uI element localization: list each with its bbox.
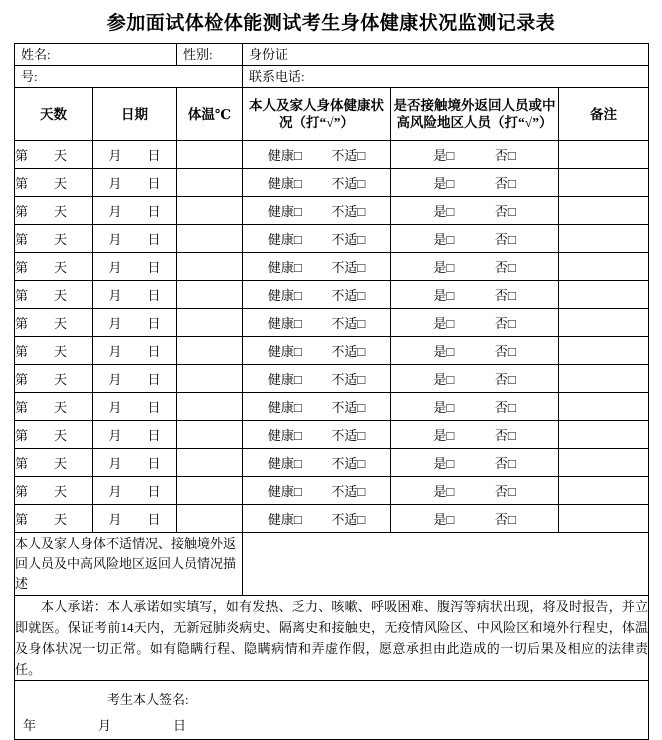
pledge-row xyxy=(15,596,649,681)
cell-date[interactable] xyxy=(93,449,177,477)
cell-remark[interactable] xyxy=(559,281,649,309)
cell-remark[interactable] xyxy=(559,477,649,505)
cell-temperature[interactable] xyxy=(177,309,243,337)
cell-health-status[interactable] xyxy=(243,477,391,505)
cell-contact-risk[interactable] xyxy=(391,393,559,421)
day-suffix: 天 xyxy=(54,428,68,443)
cell-contact-risk[interactable] xyxy=(391,281,559,309)
name-label: 姓名: xyxy=(21,47,51,62)
cell-days[interactable] xyxy=(15,337,93,365)
signature-date[interactable] xyxy=(23,715,186,734)
day-label: 日 xyxy=(147,260,161,275)
cell-remark[interactable] xyxy=(559,225,649,253)
checkbox-contact-no[interactable]: 否□ xyxy=(494,344,516,359)
checkbox-contact-no[interactable]: 否□ xyxy=(494,176,516,191)
table-row xyxy=(15,337,649,365)
cell-temperature[interactable] xyxy=(177,337,243,365)
idcard-label: 身份证 xyxy=(249,47,289,62)
checkbox-contact-no[interactable]: 否□ xyxy=(494,204,516,219)
cell-days[interactable] xyxy=(15,225,93,253)
checkbox-contact-no[interactable]: 否□ xyxy=(494,316,516,331)
cell-date[interactable] xyxy=(93,281,177,309)
table-row xyxy=(15,309,649,337)
cell-remark[interactable] xyxy=(559,337,649,365)
pledge-cell xyxy=(15,596,649,681)
cell-health-status[interactable] xyxy=(243,365,391,393)
day-prefix: 第 xyxy=(15,400,29,415)
cell-contact-risk[interactable] xyxy=(391,197,559,225)
day-label: 日 xyxy=(147,372,161,387)
checkbox-contact-yes[interactable]: 是□ xyxy=(433,148,455,163)
signature-row xyxy=(15,681,649,740)
day-label: 日 xyxy=(147,400,161,415)
table-row xyxy=(15,225,649,253)
cell-temperature[interactable] xyxy=(177,365,243,393)
cell-temperature[interactable] xyxy=(177,449,243,477)
checkbox-contact-no[interactable]: 否□ xyxy=(494,260,516,275)
day-prefix: 第 xyxy=(15,148,29,163)
checkbox-health-ok[interactable]: 健康□ xyxy=(267,372,302,387)
checkbox-contact-no[interactable]: 否□ xyxy=(494,484,516,499)
day-label: 日 xyxy=(147,456,161,471)
cell-health-status[interactable] xyxy=(243,169,391,197)
column-header-contact-risk: 是否接触境外返回人员或中高风险地区人员（打“√”） xyxy=(391,88,559,141)
cell-contact-risk[interactable] xyxy=(391,421,559,449)
day-suffix: 天 xyxy=(54,512,68,527)
cell-remark[interactable] xyxy=(559,421,649,449)
checkbox-contact-no[interactable]: 否□ xyxy=(494,372,516,387)
cell-days[interactable] xyxy=(15,421,93,449)
cell-date[interactable] xyxy=(93,225,177,253)
cell-contact-risk[interactable] xyxy=(391,449,559,477)
year-label: 年 xyxy=(23,718,37,733)
name-field-cell[interactable] xyxy=(15,44,177,66)
cell-days[interactable] xyxy=(15,309,93,337)
checkbox-contact-no[interactable]: 否□ xyxy=(494,148,516,163)
checkbox-health-ok[interactable]: 健康□ xyxy=(267,316,302,331)
idcard-field-cell[interactable] xyxy=(243,44,649,66)
cell-contact-risk[interactable] xyxy=(391,309,559,337)
month-label: 月 xyxy=(108,148,122,163)
day-prefix: 第 xyxy=(15,484,29,499)
cell-temperature[interactable] xyxy=(177,505,243,533)
signature-label: 考生本人签名: xyxy=(107,692,189,707)
checkbox-contact-yes[interactable]: 是□ xyxy=(433,456,455,471)
checkbox-health-bad[interactable]: 不适□ xyxy=(331,484,366,499)
checkbox-health-ok[interactable]: 健康□ xyxy=(267,428,302,443)
cell-remark[interactable] xyxy=(559,253,649,281)
checkbox-health-bad[interactable]: 不适□ xyxy=(331,372,366,387)
month-label: 月 xyxy=(108,512,122,527)
phone-field-cell[interactable] xyxy=(243,66,649,88)
month-label: 月 xyxy=(108,316,122,331)
checkbox-health-bad[interactable]: 不适□ xyxy=(331,400,366,415)
month-label: 月 xyxy=(108,456,122,471)
column-header-date: 日期 xyxy=(93,88,177,141)
cell-date[interactable] xyxy=(93,309,177,337)
checkbox-contact-yes[interactable]: 是□ xyxy=(433,288,455,303)
checkbox-health-bad[interactable]: 不适□ xyxy=(331,260,366,275)
month-label: 月 xyxy=(108,372,122,387)
cell-remark[interactable] xyxy=(559,197,649,225)
cell-contact-risk[interactable] xyxy=(391,141,559,169)
checkbox-contact-yes[interactable]: 是□ xyxy=(433,400,455,415)
table-row xyxy=(15,197,649,225)
checkbox-health-bad[interactable]: 不适□ xyxy=(331,288,366,303)
idcard-number-label: 号: xyxy=(21,69,38,84)
table-row xyxy=(15,449,649,477)
checkbox-health-bad[interactable]: 不适□ xyxy=(331,148,366,163)
day-suffix: 天 xyxy=(54,400,68,415)
cell-date[interactable] xyxy=(93,337,177,365)
cell-date[interactable] xyxy=(93,169,177,197)
cell-health-status[interactable] xyxy=(243,505,391,533)
cell-contact-risk[interactable] xyxy=(391,253,559,281)
month-label: 月 xyxy=(108,428,122,443)
cell-date[interactable] xyxy=(93,141,177,169)
checkbox-health-bad[interactable]: 不适□ xyxy=(331,344,366,359)
cell-temperature[interactable] xyxy=(177,477,243,505)
checkbox-contact-yes[interactable]: 是□ xyxy=(433,344,455,359)
cell-remark[interactable] xyxy=(559,141,649,169)
checkbox-health-ok[interactable]: 健康□ xyxy=(267,260,302,275)
table-row xyxy=(15,141,649,169)
cell-days[interactable] xyxy=(15,365,93,393)
notes-row xyxy=(15,533,649,596)
day-label: 日 xyxy=(147,204,161,219)
cell-temperature[interactable] xyxy=(177,253,243,281)
health-record-table xyxy=(14,43,649,740)
day-label: 日 xyxy=(173,718,187,733)
checkbox-contact-no[interactable]: 否□ xyxy=(494,456,516,471)
day-prefix: 第 xyxy=(15,176,29,191)
day-suffix: 天 xyxy=(54,372,68,387)
cell-date[interactable] xyxy=(93,393,177,421)
cell-contact-risk[interactable] xyxy=(391,225,559,253)
day-label: 日 xyxy=(147,232,161,247)
cell-temperature[interactable] xyxy=(177,421,243,449)
month-label: 月 xyxy=(108,260,122,275)
cell-days[interactable] xyxy=(15,393,93,421)
cell-contact-risk[interactable] xyxy=(391,505,559,533)
day-prefix: 第 xyxy=(15,316,29,331)
cell-health-status[interactable] xyxy=(243,449,391,477)
day-suffix: 天 xyxy=(54,316,68,331)
month-label: 月 xyxy=(108,204,122,219)
month-label: 月 xyxy=(108,288,122,303)
month-label: 月 xyxy=(108,484,122,499)
checkbox-contact-yes[interactable]: 是□ xyxy=(433,232,455,247)
table-row xyxy=(15,393,649,421)
day-prefix: 第 xyxy=(15,260,29,275)
checkbox-contact-no[interactable]: 否□ xyxy=(494,232,516,247)
day-suffix: 天 xyxy=(54,148,68,163)
checkbox-health-bad[interactable]: 不适□ xyxy=(331,316,366,331)
cell-health-status[interactable] xyxy=(243,337,391,365)
checkbox-health-bad[interactable]: 不适□ xyxy=(331,204,366,219)
cell-date[interactable] xyxy=(93,421,177,449)
checkbox-health-ok[interactable]: 健康□ xyxy=(267,512,302,527)
pledge-text: 本人承诺：本人承诺如实填写，如有发热、乏力、咳嗽、呼吸困难、腹泻等病状出现，将及时报告，并立即就医。保证考前14天内，无新冠肺炎病史、隔离史和接触史，无疫情风险区、中风险区和境外行程史，体温及身体状况一切正常。如有隐瞒行程、隐瞒病情和弄虚作假，愿意承担由此造成的一切后果及相应的法律责任。 xyxy=(15,599,649,677)
day-suffix: 天 xyxy=(54,484,68,499)
day-label: 日 xyxy=(147,288,161,303)
checkbox-health-ok[interactable]: 健康□ xyxy=(267,148,302,163)
day-suffix: 天 xyxy=(54,456,68,471)
table-row xyxy=(15,365,649,393)
column-header-remark: 备注 xyxy=(559,88,649,141)
cell-temperature[interactable] xyxy=(177,169,243,197)
table-row xyxy=(15,253,649,281)
cell-temperature[interactable] xyxy=(177,393,243,421)
day-label: 日 xyxy=(147,512,161,527)
notes-input-area[interactable] xyxy=(243,533,649,596)
cell-contact-risk[interactable] xyxy=(391,169,559,197)
checkbox-health-bad[interactable]: 不适□ xyxy=(331,176,366,191)
cell-date[interactable] xyxy=(93,365,177,393)
table-header-row xyxy=(15,88,649,141)
cell-health-status[interactable] xyxy=(243,309,391,337)
checkbox-contact-yes[interactable]: 是□ xyxy=(433,316,455,331)
cell-temperature[interactable] xyxy=(177,141,243,169)
signature-cell[interactable] xyxy=(15,681,649,740)
day-prefix: 第 xyxy=(15,428,29,443)
checkbox-contact-no[interactable]: 否□ xyxy=(494,288,516,303)
checkbox-contact-yes[interactable]: 是□ xyxy=(433,372,455,387)
month-label: 月 xyxy=(108,344,122,359)
day-label: 日 xyxy=(147,176,161,191)
day-suffix: 天 xyxy=(54,204,68,219)
cell-health-status[interactable] xyxy=(243,141,391,169)
day-suffix: 天 xyxy=(54,344,68,359)
cell-remark[interactable] xyxy=(559,169,649,197)
day-label: 日 xyxy=(147,148,161,163)
day-prefix: 第 xyxy=(15,512,29,527)
table-row xyxy=(15,281,649,309)
checkbox-contact-yes[interactable]: 是□ xyxy=(433,176,455,191)
table-row xyxy=(15,169,649,197)
day-suffix: 天 xyxy=(54,176,68,191)
checkbox-health-bad[interactable]: 不适□ xyxy=(331,232,366,247)
gender-field-cell[interactable] xyxy=(177,44,243,66)
cell-days[interactable] xyxy=(15,449,93,477)
cell-date[interactable] xyxy=(93,505,177,533)
day-prefix: 第 xyxy=(15,232,29,247)
cell-remark[interactable] xyxy=(559,393,649,421)
checkbox-contact-no[interactable]: 否□ xyxy=(494,400,516,415)
checkbox-contact-yes[interactable]: 是□ xyxy=(433,428,455,443)
day-prefix: 第 xyxy=(15,344,29,359)
checkbox-contact-yes[interactable]: 是□ xyxy=(433,512,455,527)
checkbox-health-ok[interactable]: 健康□ xyxy=(267,288,302,303)
cell-temperature[interactable] xyxy=(177,281,243,309)
day-label: 日 xyxy=(147,484,161,499)
cell-remark[interactable] xyxy=(559,505,649,533)
cell-health-status[interactable] xyxy=(243,393,391,421)
cell-days[interactable] xyxy=(15,197,93,225)
table-row xyxy=(15,477,649,505)
cell-days[interactable] xyxy=(15,477,93,505)
day-prefix: 第 xyxy=(15,456,29,471)
cell-contact-risk[interactable] xyxy=(391,365,559,393)
phone-label: 联系电话: xyxy=(249,69,305,84)
checkbox-contact-no[interactable]: 否□ xyxy=(494,428,516,443)
cell-health-status[interactable] xyxy=(243,281,391,309)
month-label: 月 xyxy=(108,176,122,191)
day-prefix: 第 xyxy=(15,204,29,219)
checkbox-health-ok[interactable]: 健康□ xyxy=(267,400,302,415)
checkbox-health-bad[interactable]: 不适□ xyxy=(331,428,366,443)
day-suffix: 天 xyxy=(54,288,68,303)
cell-health-status[interactable] xyxy=(243,225,391,253)
cell-health-status[interactable] xyxy=(243,197,391,225)
cell-days[interactable] xyxy=(15,169,93,197)
identity-row-1 xyxy=(15,44,649,66)
cell-health-status[interactable] xyxy=(243,253,391,281)
cell-temperature[interactable] xyxy=(177,225,243,253)
day-prefix: 第 xyxy=(15,288,29,303)
cell-contact-risk[interactable] xyxy=(391,477,559,505)
cell-remark[interactable] xyxy=(559,309,649,337)
checkbox-health-ok[interactable]: 健康□ xyxy=(267,232,302,247)
checkbox-contact-no[interactable]: 否□ xyxy=(494,512,516,527)
day-prefix: 第 xyxy=(15,372,29,387)
checkbox-contact-yes[interactable]: 是□ xyxy=(433,484,455,499)
cell-days[interactable] xyxy=(15,141,93,169)
cell-date[interactable] xyxy=(93,197,177,225)
checkbox-health-bad[interactable]: 不适□ xyxy=(331,456,366,471)
checkbox-health-ok[interactable]: 健康□ xyxy=(267,456,302,471)
cell-health-status[interactable] xyxy=(243,421,391,449)
column-header-days: 天数 xyxy=(15,88,93,141)
checkbox-health-ok[interactable]: 健康□ xyxy=(267,176,302,191)
cell-temperature[interactable] xyxy=(177,197,243,225)
month-label: 月 xyxy=(108,400,122,415)
month-label: 月 xyxy=(108,232,122,247)
idcard-number-cell[interactable] xyxy=(15,66,243,88)
day-label: 日 xyxy=(147,428,161,443)
notes-label: 本人及家人身体不适情况、接触境外返回人员及中高风险地区返回人员情况描述 xyxy=(15,533,243,596)
table-row xyxy=(15,421,649,449)
day-label: 日 xyxy=(147,316,161,331)
day-label: 日 xyxy=(147,344,161,359)
checkbox-health-ok[interactable]: 健康□ xyxy=(267,484,302,499)
cell-contact-risk[interactable] xyxy=(391,337,559,365)
checkbox-health-ok[interactable]: 健康□ xyxy=(267,344,302,359)
column-header-temperature: 体温℃ xyxy=(177,88,243,141)
page-title: 参加面试体检体能测试考生身体健康状况监测记录表 xyxy=(106,13,556,34)
identity-row-2 xyxy=(15,66,649,88)
month-label: 月 xyxy=(98,718,112,733)
cell-days[interactable] xyxy=(15,505,93,533)
cell-days[interactable] xyxy=(15,281,93,309)
cell-remark[interactable] xyxy=(559,449,649,477)
cell-date[interactable] xyxy=(93,253,177,281)
cell-date[interactable] xyxy=(93,477,177,505)
checkbox-health-bad[interactable]: 不适□ xyxy=(331,512,366,527)
cell-remark[interactable] xyxy=(559,365,649,393)
table-row xyxy=(15,505,649,533)
checkbox-health-ok[interactable]: 健康□ xyxy=(267,204,302,219)
day-suffix: 天 xyxy=(54,260,68,275)
checkbox-contact-yes[interactable]: 是□ xyxy=(433,204,455,219)
checkbox-contact-yes[interactable]: 是□ xyxy=(433,260,455,275)
column-header-health-status: 本人及家人身体健康状况（打“√”） xyxy=(243,88,391,141)
cell-days[interactable] xyxy=(15,253,93,281)
gender-label: 性别: xyxy=(183,47,213,62)
day-suffix: 天 xyxy=(54,232,68,247)
